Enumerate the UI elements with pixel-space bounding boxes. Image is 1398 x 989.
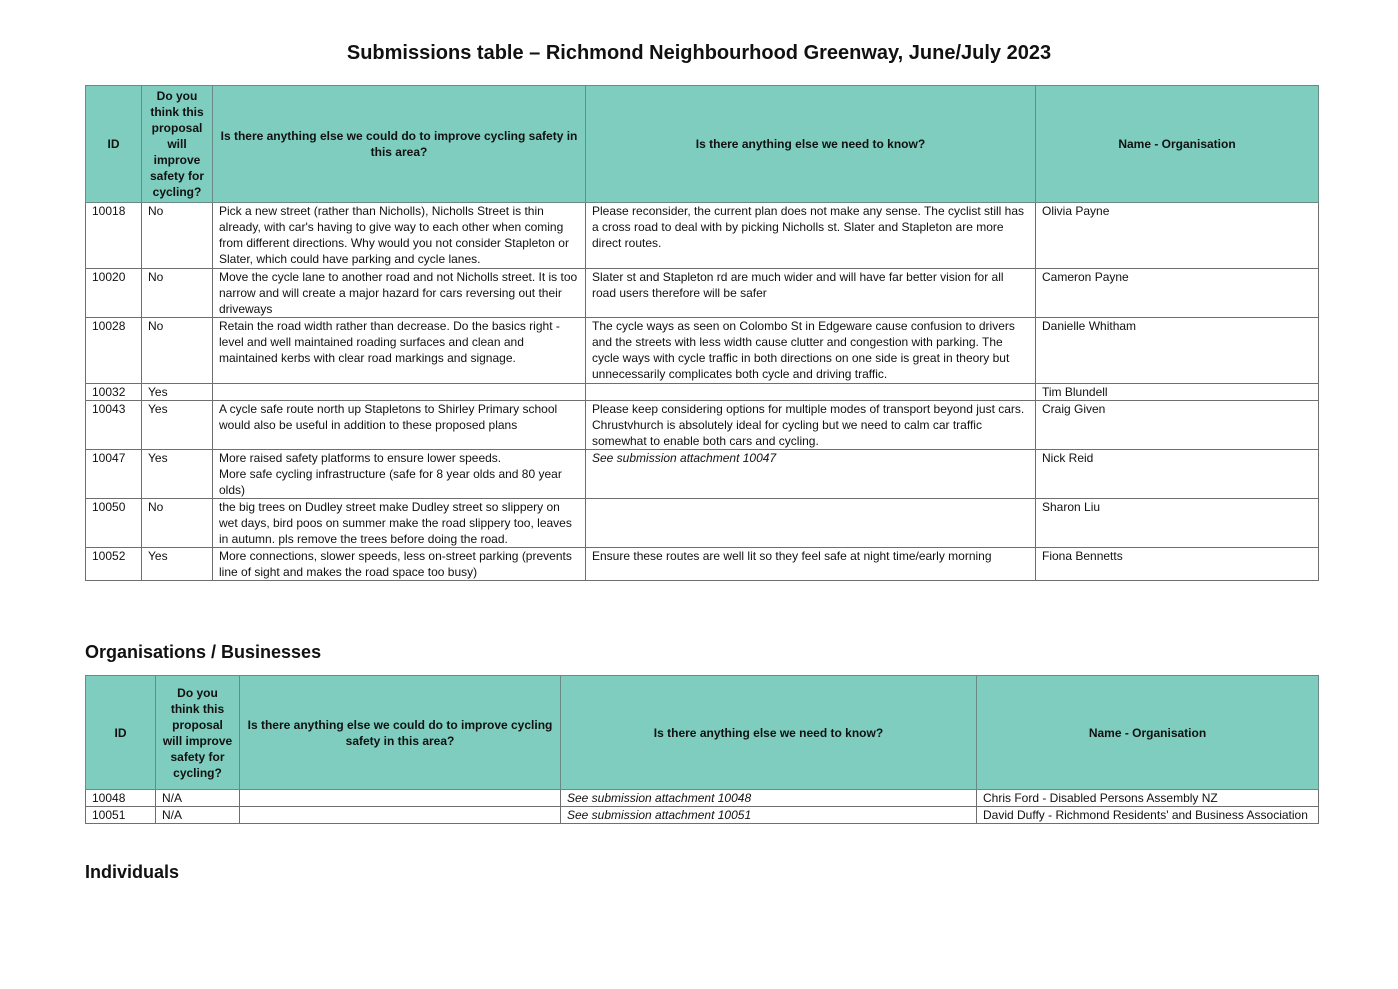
table-row [86,450,1319,499]
cell-name: Danielle Whitham [1036,318,1319,384]
cell-improve: Yes [142,450,213,499]
cell-id: 10028 [86,318,142,384]
cell-else-do [240,790,561,807]
col-header-id: ID [86,86,142,203]
organisations-table [85,675,1319,824]
cell-else-do: More raised safety platforms to ensure lower speeds. More safe cycling infrastructure (safe for 8 year olds and 80 year olds) [213,450,586,499]
cell-name: Chris Ford - Disabled Persons Assembly NZ [977,790,1319,807]
cell-need-know: The cycle ways as seen on Colombo St in Edgeware cause confusion to drivers and the streets with less width cause clutter and congestion with parking. The cycle ways with cycle traffic in both directions on one side is great in theory but unnecessarily complicates both cycle and driving traffic. [586,318,1036,384]
cell-id: 10051 [86,807,156,824]
cell-need-know [586,499,1036,548]
col-header-id: ID [86,676,156,790]
col-header-need-know: Is there anything else we need to know? [586,86,1036,203]
table-header-row [86,86,1319,203]
cell-improve: No [142,318,213,384]
cell-name: Craig Given [1036,401,1319,450]
section-heading-individuals: Individuals [85,862,180,882]
cell-else-do: A cycle safe route north up Stapletons to Shirley Primary school would also be useful in addition to these proposed plans [213,401,586,450]
cell-id: 10050 [86,499,142,548]
table-row [86,203,1319,269]
cell-id: 10052 [86,548,142,581]
cell-improve: Yes [142,401,213,450]
cell-need-know: See submission attachment 10048 [561,790,977,807]
cell-improve: Yes [142,548,213,581]
cell-improve: Yes [142,384,213,401]
cell-else-do: Move the cycle lane to another road and not Nicholls street. It is too narrow and will create a major hazard for cars reversing out their driveways [213,269,586,318]
cell-else-do: the big trees on Dudley street make Dudley street so slippery on wet days, bird poos on summer make the road slippery too, leaves in autumn. pls remove the trees before doing the road. [213,499,586,548]
cell-id: 10018 [86,203,142,269]
cell-need-know: See submission attachment 10051 [561,807,977,824]
col-header-need-know: Is there anything else we need to know? [561,676,977,790]
table-row [86,269,1319,318]
cell-improve: N/A [156,790,240,807]
section-heading-organisations: Organisations / Businesses [85,642,322,662]
col-header-improve: Do you think this proposal will improve safety for cycling? [156,676,240,790]
cell-name: Olivia Payne [1036,203,1319,269]
cell-name: Fiona Bennetts [1036,548,1319,581]
table-row [86,807,1319,824]
table-row [86,790,1319,807]
table-row [86,401,1319,450]
cell-improve: No [142,203,213,269]
cell-else-do: More connections, slower speeds, less on-street parking (prevents line of sight and makes the road space too busy) [213,548,586,581]
table-row [86,499,1319,548]
table-row [86,318,1319,384]
cell-name: Sharon Liu [1036,499,1319,548]
cell-name: David Duffy - Richmond Residents' and Business Association [977,807,1319,824]
cell-id: 10043 [86,401,142,450]
cell-need-know: Please keep considering options for multiple modes of transport beyond just cars. Chrustvhurch is absolutely ideal for cycling but we need to calm car traffic somewhat to enable both cars and cycling. [586,401,1036,450]
col-header-name: Name - Organisation [1036,86,1319,203]
col-header-improve: Do you think this proposal will improve safety for cycling? [142,86,213,203]
col-header-else-do: Is there anything else we could do to improve cycling safety in this area? [213,86,586,203]
cell-improve: N/A [156,807,240,824]
col-header-name: Name - Organisation [977,676,1319,790]
cell-id: 10048 [86,790,156,807]
cell-else-do: Retain the road width rather than decrease. Do the basics right - level and well maintained roading surfaces and clean and maintained kerbs with clear road markings and signage. [213,318,586,384]
cell-else-do: Pick a new street (rather than Nicholls), Nicholls Street is thin already, with car's having to give way to each other when coming from different directions. Why would you not consider Stapleton or Slater, which could have parking and cycle lanes. [213,203,586,269]
cell-id: 10020 [86,269,142,318]
cell-id: 10047 [86,450,142,499]
cell-need-know: Ensure these routes are well lit so they feel safe at night time/early morning [586,548,1036,581]
cell-id: 10032 [86,384,142,401]
cell-name: Cameron Payne [1036,269,1319,318]
cell-need-know: See submission attachment 10047 [586,450,1036,499]
table-row [86,548,1319,581]
cell-improve: No [142,499,213,548]
cell-need-know: Please reconsider, the current plan does not make any sense. The cyclist still has a cross road to deal with by picking Nicholls st. Slater and Stapleton are more direct routes. [586,203,1036,269]
table-header-row [86,676,1319,790]
cell-name: Tim Blundell [1036,384,1319,401]
col-header-else-do: Is there anything else we could do to improve cycling safety in this area? [240,676,561,790]
cell-else-do [213,384,586,401]
table-row [86,384,1319,401]
cell-else-do [240,807,561,824]
cell-improve: No [142,269,213,318]
page-title: Submissions table – Richmond Neighbourhood Greenway, June/July 2023 [346,42,1052,64]
cell-need-know [586,384,1036,401]
submissions-table [85,85,1319,581]
cell-need-know: Slater st and Stapleton rd are much wider and will have far better vision for all road users therefore will be safer [586,269,1036,318]
cell-name: Nick Reid [1036,450,1319,499]
